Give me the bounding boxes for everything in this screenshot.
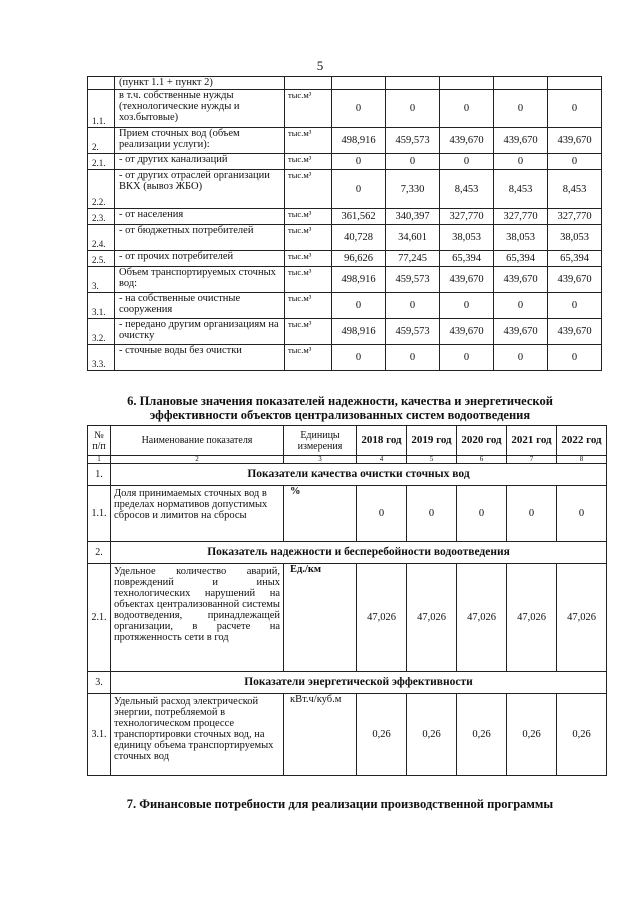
row-value: 38,053 (548, 225, 602, 251)
row-value: 0 (332, 293, 386, 319)
row-value: 8,453 (440, 170, 494, 209)
row-value: 96,626 (332, 251, 386, 267)
row-name: Объем транспортируемых сточных вод: (115, 267, 285, 293)
row-number: 2.5. (88, 251, 115, 267)
row-value: 0 (332, 90, 386, 128)
row-name: - от бюджетных потребителей (115, 225, 285, 251)
page-number: 5 (316, 58, 324, 73)
row-value: 0 (357, 486, 407, 542)
row-unit: тыс.м³ (285, 90, 332, 128)
header-unit: Единицы измерения (284, 426, 357, 456)
row-unit: тыс.м³ (285, 267, 332, 293)
row-number: 2.2. (88, 170, 115, 209)
column-index: 3 (284, 456, 357, 464)
header-name: Наименование показателя (111, 426, 284, 456)
row-name: - от других канализаций (115, 154, 285, 170)
row-value (494, 77, 548, 90)
row-value: 0 (494, 345, 548, 371)
row-value: 34,601 (386, 225, 440, 251)
row-value: 459,573 (386, 128, 440, 154)
section-number: 1. (88, 464, 111, 486)
table-row (88, 694, 607, 776)
row-value: 0,26 (557, 694, 607, 776)
table-row (88, 170, 602, 209)
row-value: 65,394 (494, 251, 548, 267)
section-header-row (88, 672, 607, 694)
row-value: 439,670 (440, 319, 494, 345)
row-value: 38,053 (440, 225, 494, 251)
row-value: 0 (557, 486, 607, 542)
column-index: 4 (357, 456, 407, 464)
row-number: 3.2. (88, 319, 115, 345)
row-value: 0 (457, 486, 507, 542)
row-value: 439,670 (548, 128, 602, 154)
row-number: 3.3. (88, 345, 115, 371)
row-unit: тыс.м³ (285, 128, 332, 154)
row-value: 0 (507, 486, 557, 542)
row-name: - от других отраслей организации ВКХ (вывоз ЖБО) (115, 170, 285, 209)
row-unit: тыс.м³ (285, 251, 332, 267)
row-unit: тыс.м³ (285, 293, 332, 319)
row-value: 65,394 (440, 251, 494, 267)
table-row (88, 128, 602, 154)
header-num: № п/п (88, 426, 111, 456)
column-index: 7 (507, 456, 557, 464)
row-unit: тыс.м³ (285, 225, 332, 251)
row-value: 0 (332, 170, 386, 209)
row-number: 3.1. (88, 293, 115, 319)
header-year: 2021 год (507, 426, 557, 456)
row-value: 327,770 (548, 209, 602, 225)
row-name: Удельный расход электрической энергии, потребляемой в технологическом процессе транспортировки сточных вод, на единицу объема транспортируемых сточных вод (111, 694, 284, 776)
row-unit (285, 77, 332, 90)
column-index: 6 (457, 456, 507, 464)
column-index: 1 (88, 456, 111, 464)
row-number: 3. (88, 267, 115, 293)
row-value: 0 (440, 345, 494, 371)
row-name: (пункт 1.1 + пункт 2) (115, 77, 285, 90)
row-value: 0 (548, 90, 602, 128)
row-value: 498,916 (332, 267, 386, 293)
row-number: 2.1. (88, 564, 111, 672)
row-number: 3.1. (88, 694, 111, 776)
section-title: Показатель надежности и бесперебойности водоотведения (111, 542, 607, 564)
indicators-table (87, 425, 607, 776)
volumes-table (87, 76, 602, 371)
row-value: 0 (548, 345, 602, 371)
row-value: 439,670 (548, 267, 602, 293)
section-6-title: 6. Плановые значения показателей надежности, качества и энергетической эффективности объектов централизованных систем водоотведения (127, 394, 553, 422)
row-value: 498,916 (332, 319, 386, 345)
table-row (88, 77, 602, 90)
row-unit: тыс.м³ (285, 170, 332, 209)
row-value (332, 77, 386, 90)
row-value: 38,053 (494, 225, 548, 251)
row-value: 439,670 (494, 267, 548, 293)
row-value: 459,573 (386, 319, 440, 345)
row-value: 65,394 (548, 251, 602, 267)
section-number: 3. (88, 672, 111, 694)
row-number: 2. (88, 128, 115, 154)
row-number: 1.1. (88, 90, 115, 128)
row-value: 0 (386, 154, 440, 170)
row-value: 0 (494, 293, 548, 319)
row-number: 2.1. (88, 154, 115, 170)
row-value: 40,728 (332, 225, 386, 251)
row-name: - на собственные очистные сооружения (115, 293, 285, 319)
row-name: Прием сточных вод (объем реализации услуги): (115, 128, 285, 154)
row-value: 47,026 (557, 564, 607, 672)
row-value: 0 (440, 90, 494, 128)
row-unit: тыс.м³ (285, 209, 332, 225)
row-value: 0,26 (507, 694, 557, 776)
row-value: 0 (440, 154, 494, 170)
row-number: 2.3. (88, 209, 115, 225)
row-name: Доля принимаемых сточных вод в пределах нормативов допустимых сбросов и лимитов на сбросы (111, 486, 284, 542)
row-value (386, 77, 440, 90)
header-year: 2019 год (407, 426, 457, 456)
row-value: 47,026 (507, 564, 557, 672)
column-index: 2 (111, 456, 284, 464)
table-row (88, 486, 607, 542)
row-value: 327,770 (440, 209, 494, 225)
row-name: - от населения (115, 209, 285, 225)
row-value: 361,562 (332, 209, 386, 225)
row-value: 8,453 (548, 170, 602, 209)
row-value: 0 (548, 154, 602, 170)
row-number: 1.1. (88, 486, 111, 542)
row-unit: тыс.м³ (285, 154, 332, 170)
section-7-title: 7. Финансовые потребности для реализации производственной программы (126, 797, 554, 811)
table-row (88, 209, 602, 225)
row-value: 439,670 (494, 319, 548, 345)
row-value: 0 (386, 345, 440, 371)
row-value: 0 (332, 154, 386, 170)
row-value: 439,670 (494, 128, 548, 154)
table-row (88, 319, 602, 345)
row-value: 0,26 (457, 694, 507, 776)
row-value: 0 (386, 90, 440, 128)
row-value: 498,916 (332, 128, 386, 154)
table-row (88, 225, 602, 251)
table-row (88, 154, 602, 170)
row-unit: тыс.м³ (285, 345, 332, 371)
row-value: 0 (386, 293, 440, 319)
row-unit: % (284, 486, 357, 542)
table-row (88, 345, 602, 371)
section-title: Показатели энергетической эффективности (111, 672, 607, 694)
column-index: 5 (407, 456, 457, 464)
header-year: 2020 год (457, 426, 507, 456)
row-value: 0,26 (357, 694, 407, 776)
row-unit: Ед./км (284, 564, 357, 672)
table-row (88, 267, 602, 293)
row-value: 47,026 (357, 564, 407, 672)
section-number: 2. (88, 542, 111, 564)
header-year: 2018 год (357, 426, 407, 456)
row-name: в т.ч. собственные нужды (технологические нужды и хоз.бытовые) (115, 90, 285, 128)
header-year: 2022 год (557, 426, 607, 456)
row-value (548, 77, 602, 90)
row-name: - передано другим организациям на очистку (115, 319, 285, 345)
section-title: Показатели качества очистки сточных вод (111, 464, 607, 486)
row-value: 0 (407, 486, 457, 542)
row-value: 0,26 (407, 694, 457, 776)
row-value: 77,245 (386, 251, 440, 267)
row-value: 0 (548, 293, 602, 319)
table-row (88, 90, 602, 128)
row-value: 459,573 (386, 267, 440, 293)
section-header-row (88, 542, 607, 564)
row-unit: тыс.м³ (285, 319, 332, 345)
row-value: 8,453 (494, 170, 548, 209)
row-value (440, 77, 494, 90)
section-header-row (88, 464, 607, 486)
row-number: 2.4. (88, 225, 115, 251)
row-name: - сточные воды без очистки (115, 345, 285, 371)
row-value: 47,026 (457, 564, 507, 672)
row-name: - от прочих потребителей (115, 251, 285, 267)
row-value: 327,770 (494, 209, 548, 225)
row-value: 7,330 (386, 170, 440, 209)
row-value: 47,026 (407, 564, 457, 672)
row-value: 439,670 (440, 267, 494, 293)
row-value: 0 (494, 90, 548, 128)
row-unit: кВт.ч/куб.м (284, 694, 357, 776)
row-number (88, 77, 115, 90)
row-value: 439,670 (440, 128, 494, 154)
row-value: 0 (332, 345, 386, 371)
column-index: 8 (557, 456, 607, 464)
row-value: 439,670 (548, 319, 602, 345)
row-value: 0 (494, 154, 548, 170)
row-name: Удельное количество аварий, повреждений и иных технологических нарушений на объектах централизованной системы водоотведения, принадлежащей организации, в расчете на протяженность сети в год (111, 564, 284, 672)
row-value: 340,397 (386, 209, 440, 225)
table-row (88, 293, 602, 319)
table-row (88, 564, 607, 672)
row-value: 0 (440, 293, 494, 319)
table-row (88, 251, 602, 267)
